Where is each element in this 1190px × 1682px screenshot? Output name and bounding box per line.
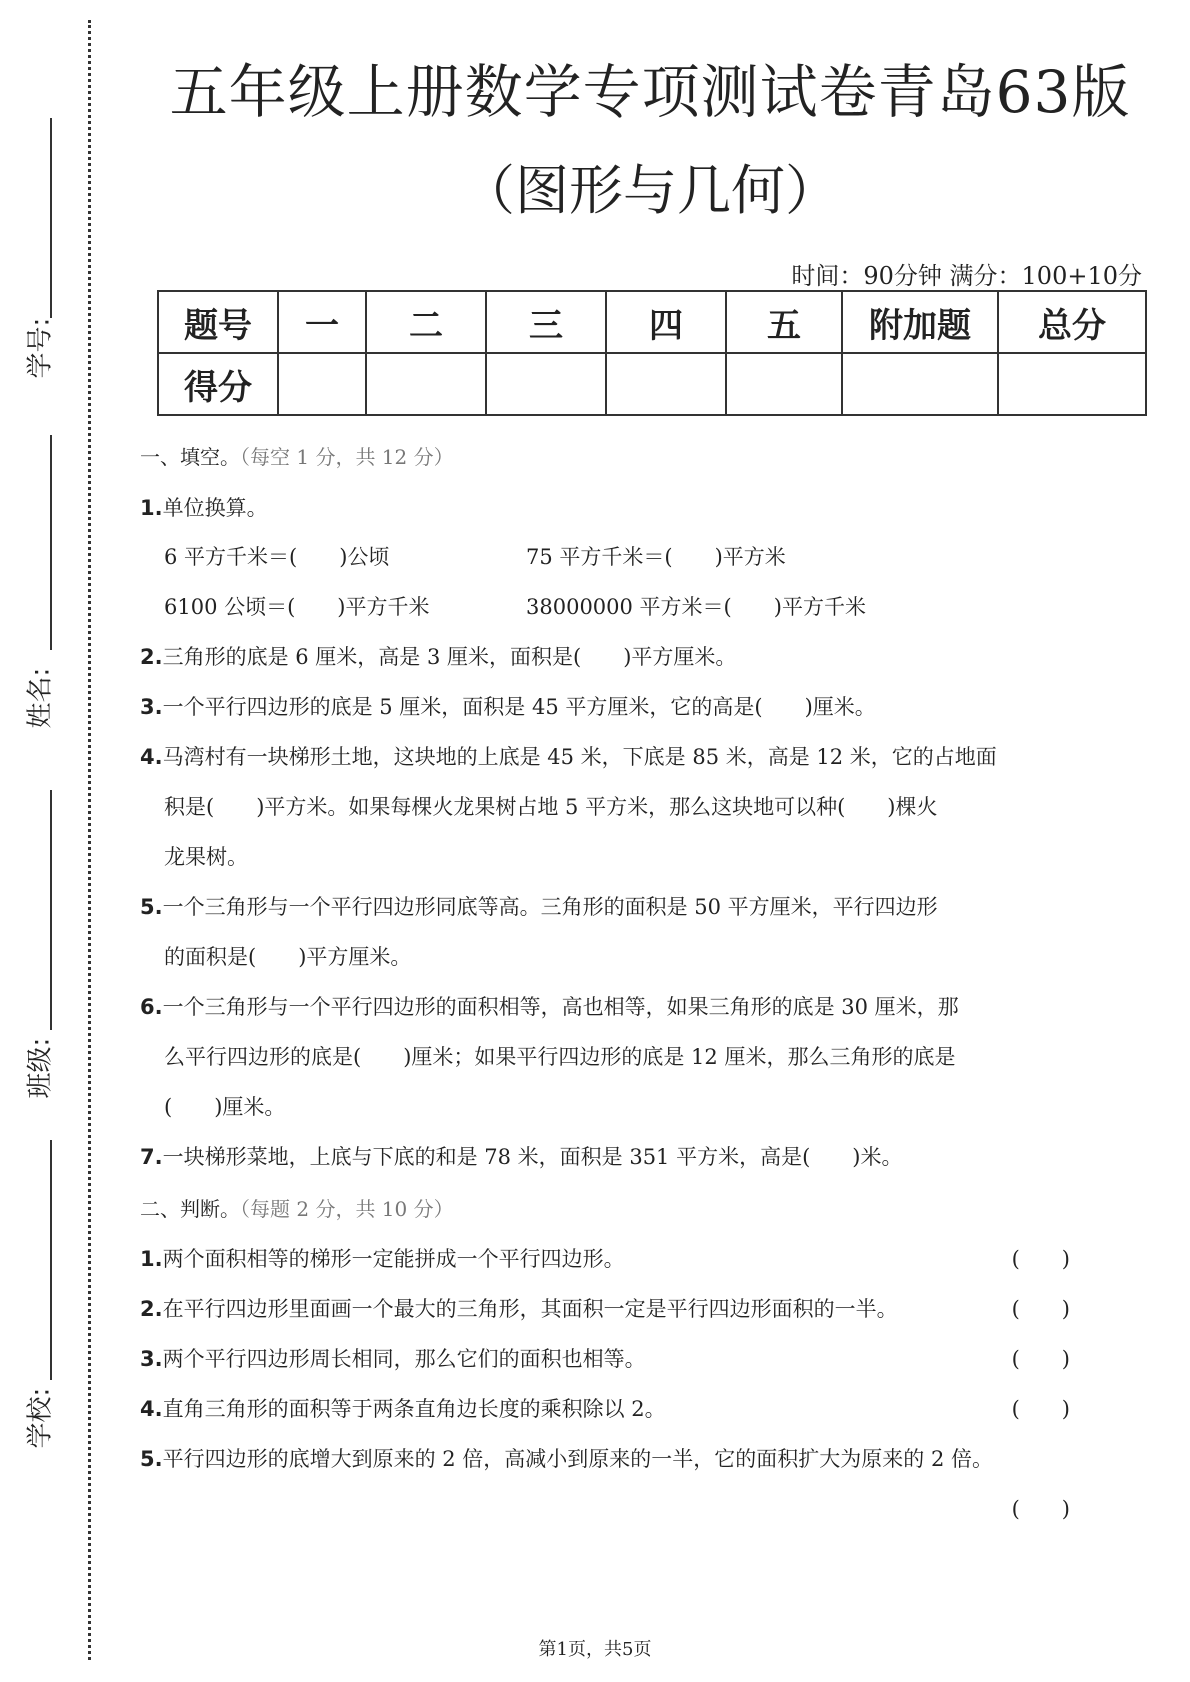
s1-q6: [140, 991, 1070, 1021]
name-label: 姓名:: [25, 667, 56, 729]
s2-q3: [140, 1343, 1070, 1373]
page-title: 五年级上册数学专项测试卷青岛63版: [169, 58, 1131, 126]
s1-q4-num: 4.: [140, 745, 163, 769]
class-label: 班级:: [25, 1037, 56, 1099]
score-cell-4: 四: [606, 291, 726, 353]
score-input-4[interactable]: [606, 353, 726, 415]
school-label: 学校:: [25, 1387, 56, 1449]
s1-q4-line1: 马湾村有一块梯形土地，这块地的上底是 45 米，下底是 85 米，高是 12 米，它的占地面: [162, 745, 997, 769]
score-input-total[interactable]: [998, 353, 1146, 415]
s1-q5-num: 5.: [140, 895, 163, 919]
s1-q5-line1: 一个三角形与一个平行四边形同底等高。三角形的面积是 50 平方厘米，平行四边形: [162, 895, 938, 919]
s1-q6-line2: 么平行四边形的底是( )厘米；如果平行四边形的底是 12 厘米，那么三角形的底是: [164, 1045, 956, 1069]
binding-margin: [0, 0, 110, 1682]
section1-heading: [140, 441, 454, 470]
score-table-score-row: [158, 353, 1146, 415]
section2-title: 二、判断。: [140, 1197, 240, 1221]
s2-q5-text: 平行四边形的底增大到原来的 2 倍，高减小到原来的一半，它的面积扩大为原来的 2 倍。: [162, 1447, 994, 1471]
binding-dotted-line: [88, 20, 91, 1660]
s1-q1: [140, 492, 1070, 522]
s2-q1: [140, 1243, 1070, 1273]
section2-heading: [140, 1193, 454, 1222]
s1-q1-text: 单位换算。: [162, 496, 268, 520]
s2-q2-num: 2.: [140, 1297, 163, 1321]
s2-q4-num: 4.: [140, 1397, 163, 1421]
score-input-5[interactable]: [726, 353, 842, 415]
score-cell-2: 二: [366, 291, 486, 353]
s1-q4-line2: 积是( )平方米。如果每棵火龙果树占地 5 平方米，那么这块地可以种( )棵火: [164, 795, 938, 819]
score-cell-3: 三: [486, 291, 606, 353]
score-cell-5: 五: [726, 291, 842, 353]
score-cell-bonus: 附加题: [842, 291, 998, 353]
s2-q3-num: 3.: [140, 1347, 163, 1371]
s1-q7: [140, 1141, 1070, 1171]
s2-q1-answer[interactable]: ( ): [1011, 1247, 1070, 1271]
s1-q1-a: 6 平方千米＝( )公顷: [164, 545, 390, 569]
s1-q5: [140, 891, 1070, 921]
score-input-bonus[interactable]: [842, 353, 998, 415]
s2-q1-text: 两个面积相等的梯形一定能拼成一个平行四边形。: [162, 1247, 625, 1271]
s1-q1-num: 1.: [140, 496, 163, 520]
s1-q3-num: 3.: [140, 695, 163, 719]
page-subtitle: （图形与几何）: [461, 159, 839, 222]
s1-q6-line1: 一个三角形与一个平行四边形的面积相等，高也相等，如果三角形的底是 30 厘米，那: [162, 995, 959, 1019]
s1-q4: [140, 741, 1070, 771]
score-cell-label: 题号: [158, 291, 278, 353]
s2-q4: [140, 1393, 1070, 1423]
score-table-header-row: [158, 291, 1146, 353]
score-table: [157, 290, 1147, 416]
s2-q4-text: 直角三角形的面积等于两条直角边长度的乘积除以 2。: [162, 1397, 666, 1421]
s1-q1-b: 75 平方千米＝( )平方米: [526, 545, 786, 569]
student-id-label: 学号:: [25, 317, 56, 379]
s1-q4-line3: 龙果树。: [164, 845, 248, 869]
score-input-2[interactable]: [366, 353, 486, 415]
s1-q6-num: 6.: [140, 995, 163, 1019]
s2-q5: [140, 1443, 1070, 1473]
s1-q2-num: 2.: [140, 645, 163, 669]
school-line[interactable]: [50, 1140, 52, 1380]
s1-q3-text: 一个平行四边形的底是 5 厘米，面积是 45 平方厘米，它的高是( )厘米。: [162, 695, 876, 719]
s1-q5-line2: 的面积是( )平方厘米。: [164, 945, 412, 969]
s2-q3-answer[interactable]: ( ): [1011, 1347, 1070, 1371]
score-cell-1: 一: [278, 291, 366, 353]
section1-title: 一、填空。: [140, 445, 240, 469]
s2-q3-text: 两个平行四边形周长相同，那么它们的面积也相等。: [162, 1347, 646, 1371]
s1-q3: [140, 691, 1070, 721]
s2-q4-answer[interactable]: ( ): [1011, 1397, 1070, 1421]
score-input-1[interactable]: [278, 353, 366, 415]
score-input-3[interactable]: [486, 353, 606, 415]
section1-note: （每空 1 分，共 12 分）: [240, 445, 454, 469]
exam-meta: 时间：90分钟 满分：100+10分: [791, 262, 1142, 290]
class-line[interactable]: [50, 790, 52, 1030]
s1-q2: [140, 641, 1070, 671]
s1-q1-c: 6100 公顷＝( )平方千米: [164, 595, 430, 619]
name-line[interactable]: [50, 435, 52, 650]
s2-q2-answer[interactable]: ( ): [1011, 1297, 1070, 1321]
s1-q6-line3: ( )厘米。: [164, 1095, 286, 1119]
score-row-label: 得分: [158, 353, 278, 415]
s2-q5-num: 5.: [140, 1447, 163, 1471]
section2-note: （每题 2 分，共 10 分）: [240, 1197, 454, 1221]
score-cell-total: 总分: [998, 291, 1146, 353]
s2-q5-answer[interactable]: ( ): [1011, 1497, 1070, 1521]
s2-q1-num: 1.: [140, 1247, 163, 1271]
s1-q1-d: 38000000 平方米＝( )平方千米: [526, 595, 866, 619]
s2-q2: [140, 1293, 1070, 1323]
page-footer: 第1页，共5页: [538, 1639, 652, 1660]
s2-q2-text: 在平行四边形里面画一个最大的三角形，其面积一定是平行四边形面积的一半。: [162, 1297, 898, 1321]
s1-q7-text: 一块梯形菜地，上底与下底的和是 78 米，面积是 351 平方米，高是( )米。: [162, 1145, 903, 1169]
s1-q2-text: 三角形的底是 6 厘米，高是 3 厘米，面积是( )平方厘米。: [162, 645, 737, 669]
s1-q7-num: 7.: [140, 1145, 163, 1169]
student-id-line[interactable]: [50, 118, 52, 318]
